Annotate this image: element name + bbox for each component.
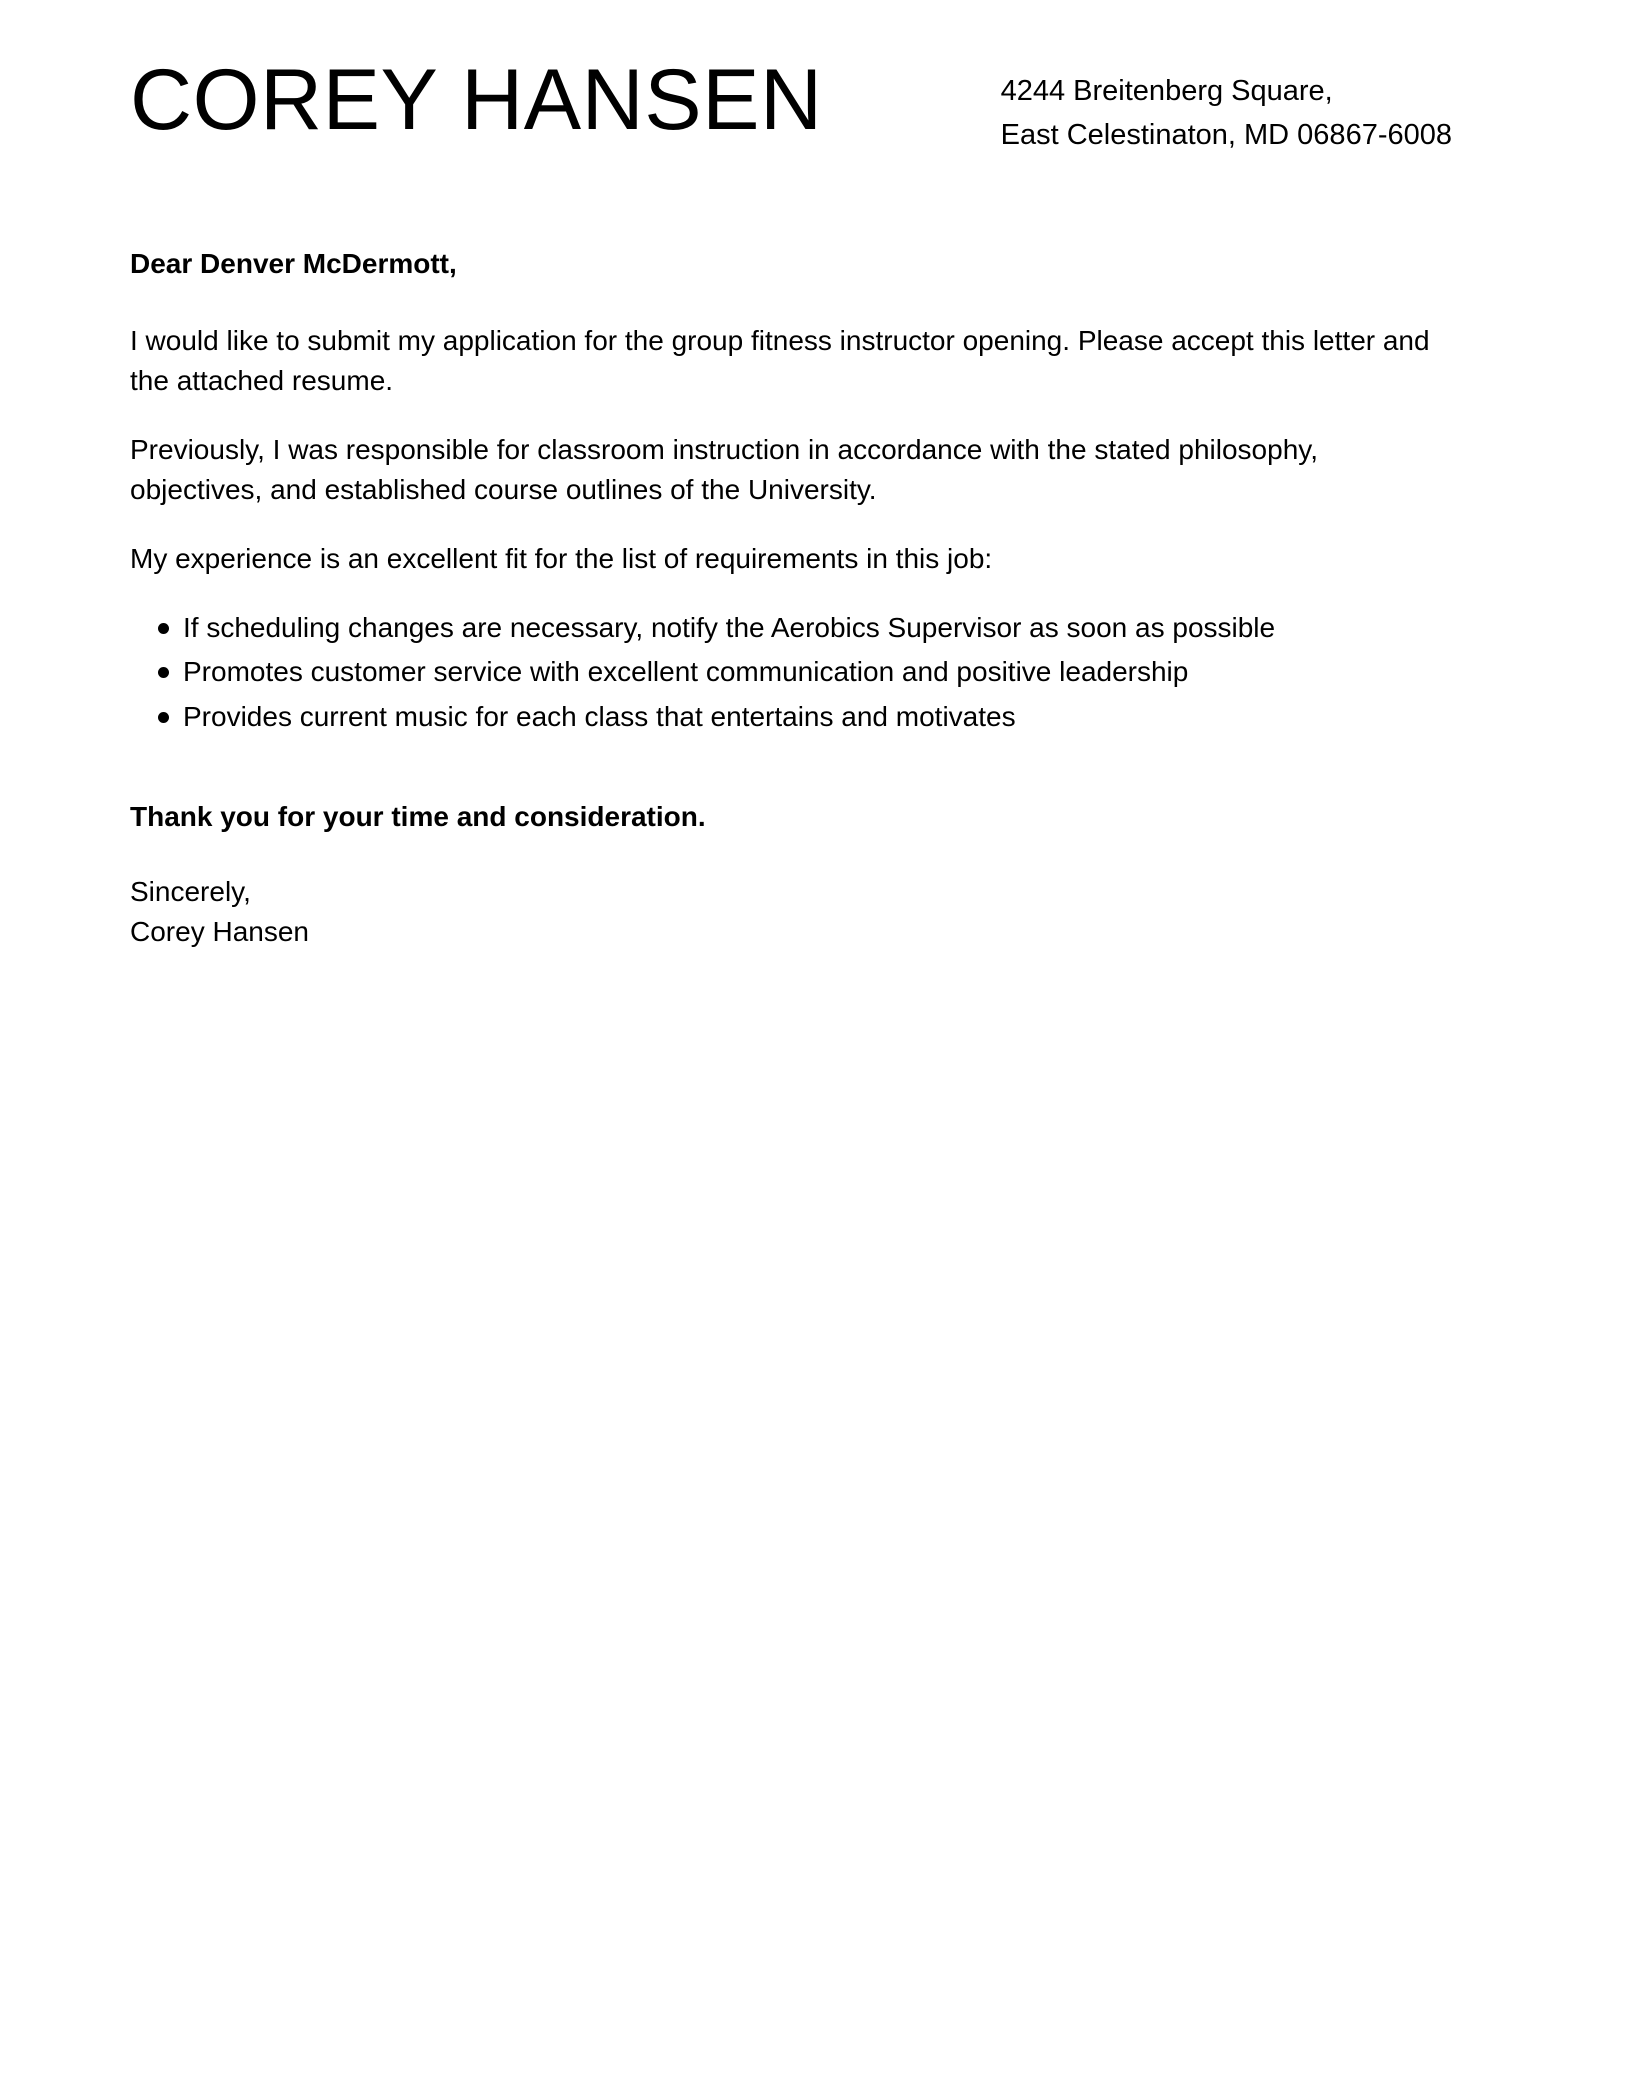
bullet-point-icon [158, 712, 169, 723]
list-item-label: If scheduling changes are necessary, notify the Aerobics Supervisor as soon as possible [183, 611, 1276, 643]
letter-content [130, 0, 1460, 951]
address-line-2: East Celestinaton, MD 06867-6008 [1000, 118, 1452, 151]
signature-name: Corey Hansen [130, 915, 309, 947]
letter-body [130, 244, 1460, 951]
list-item [130, 608, 1460, 649]
body-paragraph-1: I would like to submit my application for the group fitness instructor opening. Please accept this letter and the attached resume. [130, 324, 1430, 397]
requirements-list [130, 608, 1460, 738]
signature-block [130, 872, 1460, 952]
bullet-point-icon [158, 623, 169, 634]
page-title: COREY HANSEN [130, 52, 823, 148]
closing-statement: Thank you for your time and consideration. [130, 801, 706, 833]
valediction: Sincerely, [130, 875, 251, 907]
sender-address-block [1001, 56, 1460, 157]
salutation: Dear Denver McDermott, [130, 248, 457, 279]
body-paragraph-2: Previously, I was responsible for classroom instruction in accordance with the stated philosophy, objectives, and established course outlines of the University. [130, 433, 1318, 506]
address-line-1: 4244 Breitenberg Square, [1000, 75, 1333, 107]
body-paragraph-3: My experience is an excellent fit for the list of requirements in this job: [130, 542, 993, 574]
bullet-point-icon [158, 667, 169, 678]
list-item-label: Promotes customer service with excellent communication and positive leadership [183, 656, 1189, 688]
list-item-label: Provides current music for each class that entertains and motivates [183, 700, 1016, 732]
letterhead [130, 0, 1460, 151]
list-item [130, 652, 1460, 693]
list-item [130, 697, 1460, 738]
